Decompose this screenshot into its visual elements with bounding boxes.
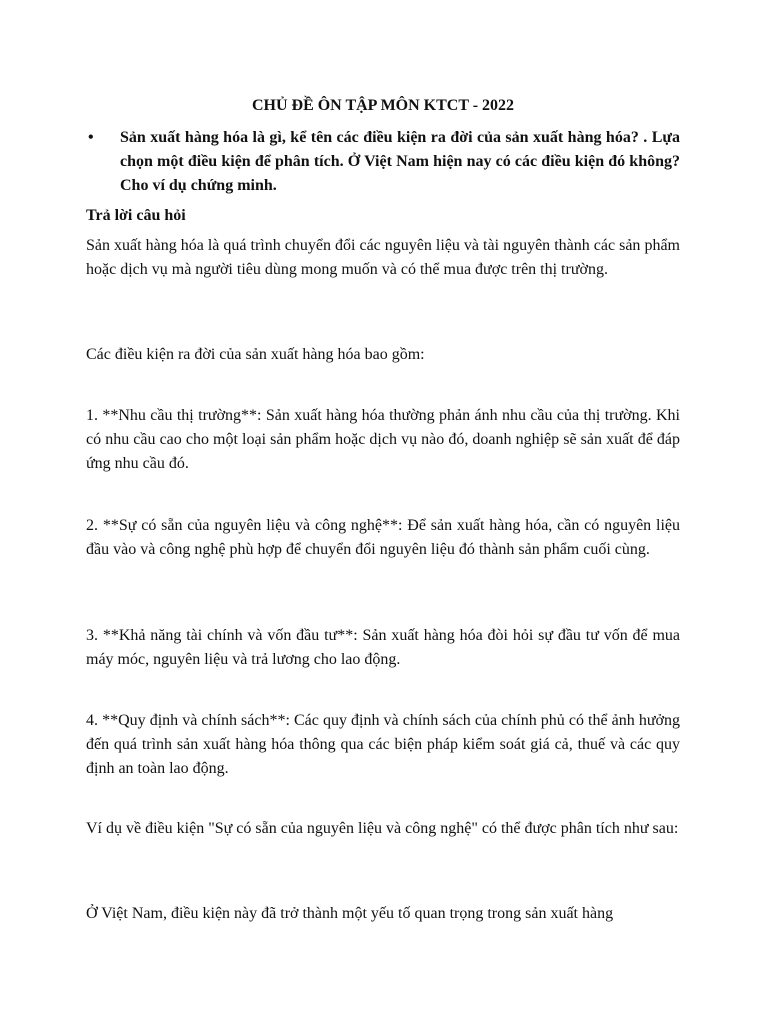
answer-heading: Trả lời câu hỏi	[86, 207, 186, 224]
paragraph-condition-4: 4. **Quy định và chính sách**: Các quy định và chính sách của chính phủ có thể ảnh hưởng đến quá trình sản xuất hàng hóa thông qua các biện pháp kiểm soát giá cả, thuế và các quy định an toàn lao động.	[86, 712, 680, 777]
question-text: Sản xuất hàng hóa là gì, kể tên các điều kiện ra đời của sản xuất hàng hóa? . Lựa chọn một điều kiện để phân tích. Ở Việt Nam hiện nay có các điều kiện đó không? Cho ví dụ chứng minh.	[120, 129, 680, 194]
paragraph-condition-1: 1. **Nhu cầu thị trường**: Sản xuất hàng hóa thường phản ánh nhu cầu của thị trường. Khi có nhu cầu cao cho một loại sản phẩm hoặc dịch vụ nào đó, doanh nghiệp sẽ sản xuất để đáp ứng nhu cầu đó.	[86, 407, 680, 472]
document-title: CHỦ ĐỀ ÔN TẬP MÔN KTCT - 2022	[251, 97, 515, 114]
paragraph-conditions-intro: Các điều kiện ra đời của sản xuất hàng hóa bao gồm:	[86, 346, 425, 363]
paragraph-condition-2: 2. **Sự có sẵn của nguyên liệu và công nghệ**: Để sản xuất hàng hóa, cần có nguyên liệu đầu vào và công nghệ phù hợp để chuyển đổi nguyên liệu đó thành sản phẩm cuối cùng.	[86, 517, 680, 558]
question-bullet	[86, 126, 680, 198]
paragraph-definition: Sản xuất hàng hóa là quá trình chuyển đổi các nguyên liệu và tài nguyên thành các sản phẩm hoặc dịch vụ mà người tiêu dùng mong muốn và có thể mua được trên thị trường.	[86, 237, 680, 278]
paragraph-condition-3: 3. **Khả năng tài chính và vốn đầu tư**: Sản xuất hàng hóa đòi hỏi sự đầu tư vốn để mua máy móc, nguyên liệu và trả lương cho lao động.	[86, 627, 680, 668]
paragraph-vietnam: Ở Việt Nam, điều kiện này đã trở thành một yếu tố quan trọng trong sản xuất hàng	[86, 905, 614, 922]
paragraph-example-intro: Ví dụ về điều kiện "Sự có sẵn của nguyên liệu và công nghệ" có thể được phân tích như sau:	[86, 820, 679, 837]
bullet-marker: •	[88, 129, 94, 146]
